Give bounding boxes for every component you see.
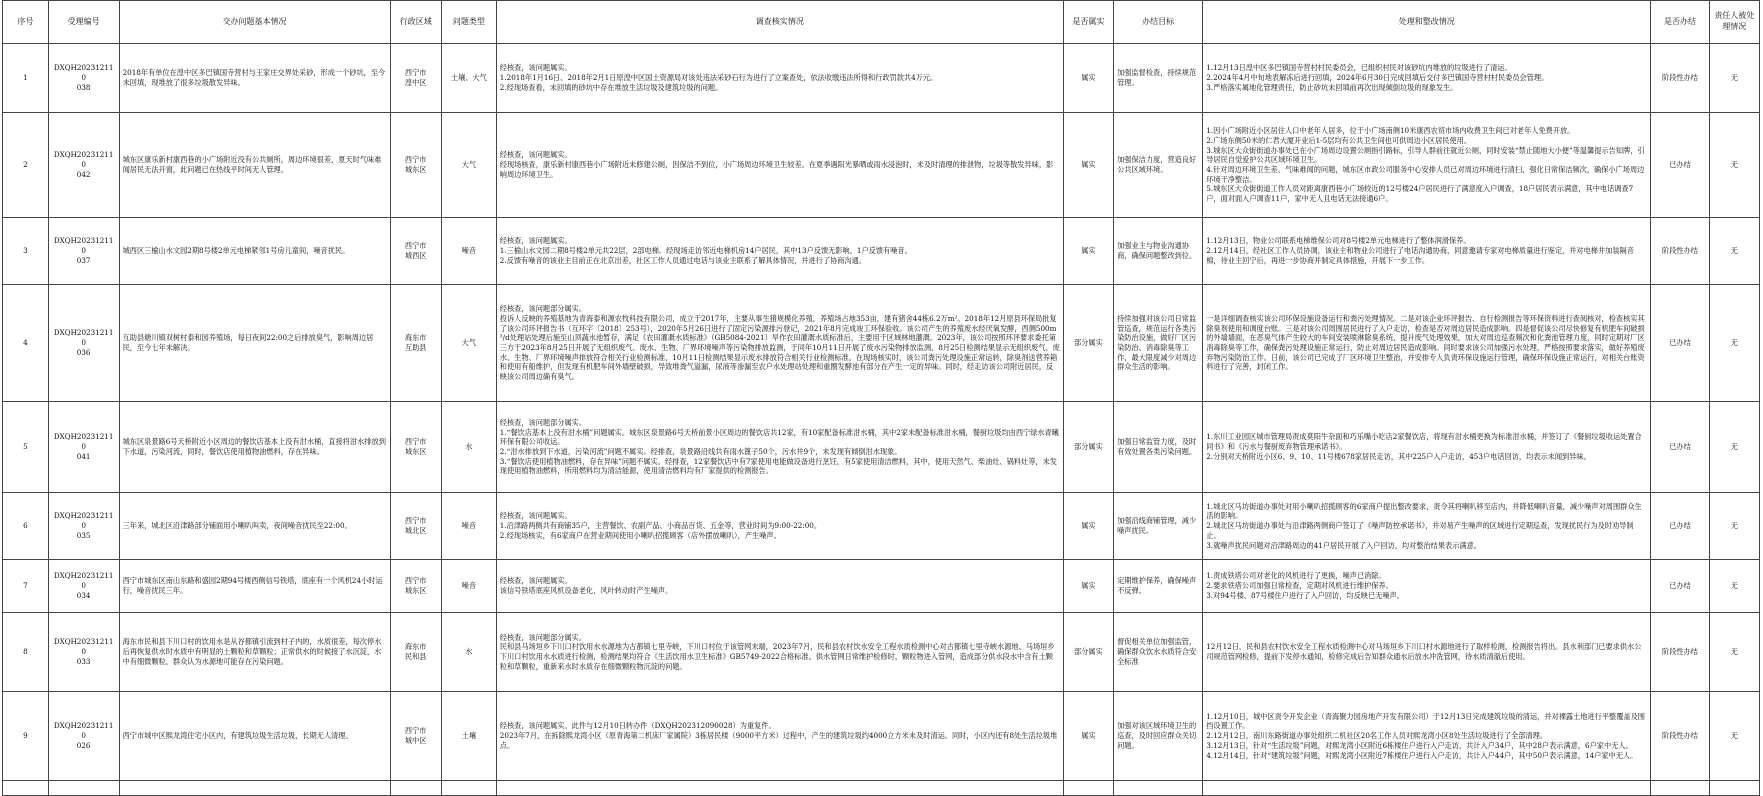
- row-no-text: 1: [23, 73, 28, 83]
- row-issue: [119, 285, 390, 402]
- row-resp: [1709, 285, 1759, 402]
- row-issue-text: 城东区康乐新村康西巷的小广场附近没有公共厕所，周边环境很差，夏天时气味难闻居民无法开窗，此问题已在热线平时间无人管理。: [122, 155, 382, 174]
- row-issue: [119, 402, 390, 493]
- row-resp-text: 无: [1730, 338, 1738, 348]
- row-no-text: 5: [23, 442, 28, 452]
- row-issue-text: 互助县塘川镇双树村泰和园养殖场，每日夜间22:00之后排放臭气，影响周边居民，至今七年未解决。: [122, 333, 374, 352]
- col-header-id: 受理编号: [48, 1, 119, 44]
- row-no-partial: [3, 781, 49, 796]
- row-id: [48, 692, 119, 781]
- row-id-partial: [48, 781, 119, 796]
- row-goal-text: 加强业主与物业沟通协商，确保问题整改到位。: [1117, 241, 1197, 260]
- row-true-text: 属实: [1081, 73, 1096, 83]
- row-true-partial: [1063, 781, 1113, 796]
- row-goal: [1114, 560, 1203, 613]
- row-resp-text: 无: [1730, 246, 1738, 256]
- row-handling-text: 1.城北区马坊街道办事处对用小喇叭招揽顾客的6家商户提出整改要求，责令其将喇叭移至店内，并降低喇叭音量，减少噪声对周围群众生活的影响。 2.城北区马坊街道办事处与沿津路两侧商户签订了《噪声防控承诺书》，并对易产生噪声的区域进行定期巡查，发现扰民行为及时劝导制止。 3.就噪声扰民问题对沿津路周边的41户居民开展了入户回访，均对整治结果表示满意。: [1206, 501, 1642, 550]
- row-region-text: 西宁市 城中区: [404, 726, 427, 745]
- row-goal-text: 督促相关单位加强监管，确保群众饮水水质符合安全标准: [1117, 637, 1197, 666]
- row-true-text: 属实: [1081, 246, 1096, 256]
- col-header-investigation: 调查核实情况: [496, 1, 1063, 44]
- row-investigation: [496, 285, 1063, 402]
- row-resp: [1709, 402, 1759, 493]
- row-issue-partial: [119, 781, 390, 796]
- row-issue: [119, 218, 390, 285]
- table-row: [3, 285, 1760, 402]
- row-no-text: 6: [23, 521, 28, 531]
- row-investigation-text: 经核查，该问题部分属实。 投诉人反映的养殖基地为青海泰和源农牧科技有限公司，成立于2017年，主要从事生猪规模化养殖，养殖场占地353亩，建有猪舍44栋6.2万m²。2018年12月原县环保局批复了该公司环评报告书（互环字〔2018〕253号），2020年5月26日进行了固定污染源排污登记，2021年8月完成竣工环保验收。该公司产生的养殖废水经厌氧发酵，西侧500m³/d处理站处理后施至山顶蔬水池暂存，满足《农田灌溉水质标准》（GB5084-2021）旱作农田灌溉水质标准后，主要用于区域林地灌溉。2023年，该公司按照环评要求委托第三方于2023年8月25日开展了无组织废气、废水、生物、厂界环境噪声等污染物排放监测，于同年10月11日开展了废水污染物排放监测，8月25日检测结果显示无组织废气、废水、生物、厂界环境噪声排放符合相关行业检测标准，10月11日检测结果显示废水排放符合相关行业检测标准。在现场核实时，该公司粪污处理设施正常运转，除臭剂送营养箱和使用有船维护，但发现有机肥车间外墙壁破损，导致堆粪气溢漏，尿液等渗漏至农户水处理站处理和重圈发酵池有部分在产生一定的异味。同时，经走访该公司附近居民，反映该公司周边确有臭气。: [499, 304, 1060, 382]
- row-no-text: 8: [23, 647, 28, 657]
- row-true: [1063, 613, 1113, 692]
- row-region: [390, 493, 441, 560]
- row-type: [441, 218, 496, 285]
- row-region-text: 西宁市 城东区: [404, 437, 427, 456]
- row-done: [1651, 218, 1709, 285]
- row-id: [48, 402, 119, 493]
- table-row: [3, 560, 1760, 613]
- row-id-text: DXQH202312110 041: [53, 432, 114, 461]
- row-goal: [1114, 613, 1203, 692]
- table-row: [3, 44, 1760, 113]
- row-true-text: 属实: [1081, 521, 1096, 531]
- table-row: [3, 402, 1760, 493]
- row-goal: [1114, 44, 1203, 113]
- row-type-partial: [441, 781, 496, 796]
- row-done: [1651, 692, 1709, 781]
- row-id: [48, 218, 119, 285]
- row-no: [3, 285, 49, 402]
- row-id: [48, 285, 119, 402]
- row-issue: [119, 113, 390, 218]
- row-handling: [1203, 493, 1651, 560]
- row-resp-text: 无: [1730, 442, 1738, 452]
- row-region-text: 西宁市 城北区: [404, 516, 427, 535]
- row-true: [1063, 560, 1113, 613]
- row-resp: [1709, 113, 1759, 218]
- row-issue-text: 城西区三榆山水文园2期8号楼2单元电梯紧邻1号房儿童间，噪音扰民。: [122, 246, 350, 256]
- row-handling-text: 1.12月13日，物业公司联系电梯维保公司对8号楼2单元电梯进行了整体润滑保养。 2.12月14日，经社区工作人员协调，该业主和物业公司进行了电话沟通协商，同意邀请专家对电梯质量进行鉴定，并对电梯井加装隔音棉，待业主回宁后，再进一步协商并制定具体措施，开展下一步工作。: [1206, 236, 1634, 265]
- row-resp: [1709, 560, 1759, 613]
- row-resp-text: 无: [1730, 731, 1738, 741]
- row-resp: [1709, 692, 1759, 781]
- row-resp: [1709, 493, 1759, 560]
- row-id-text: DXQH202312110 042: [53, 150, 114, 179]
- col-header-true: 是否属实: [1063, 1, 1113, 44]
- row-id-text: DXQH202312110 035: [53, 511, 114, 540]
- row-resp-text: 无: [1730, 647, 1738, 657]
- row-true: [1063, 218, 1113, 285]
- col-header-handling: 处理和整改情况: [1203, 1, 1651, 44]
- row-handling: [1203, 402, 1651, 493]
- col-header-goal: 办结目标: [1114, 1, 1203, 44]
- row-goal: [1114, 285, 1203, 402]
- row-true: [1063, 692, 1113, 781]
- row-region: [390, 402, 441, 493]
- row-handling: [1203, 692, 1651, 781]
- row-done: [1651, 613, 1709, 692]
- row-region-text: 西宁市 城西区: [404, 241, 427, 260]
- header-row: [3, 1, 1760, 44]
- row-true-text: 部分属实: [1074, 647, 1103, 657]
- row-resp-text: 无: [1730, 73, 1738, 83]
- row-region: [390, 692, 441, 781]
- row-no-text: 7: [23, 581, 28, 591]
- row-done: [1651, 493, 1709, 560]
- table-row: [3, 493, 1760, 560]
- row-resp-text: 无: [1730, 160, 1738, 170]
- row-goal: [1114, 493, 1203, 560]
- row-region-text: 西宁市 城东区: [404, 155, 427, 174]
- row-done-text: 已办结: [1669, 442, 1691, 452]
- row-investigation: [496, 402, 1063, 493]
- row-done-text: 阶段性办结: [1662, 731, 1698, 741]
- row-investigation-text: 经核查，该问题属实。 1.2018年1月16日、2018年2月1日原湟中区国土资源局对该处违法采砂石行为进行了立案查处，依法收缴违法所得和行政罚款共4万元。 2.经现场查看，未回填的砂坑中存在堆放生活垃圾及建筑垃圾的问题。: [499, 63, 938, 92]
- row-region: [390, 285, 441, 402]
- row-issue-text: 海东市民和县下川口村的饮用水是从谷都镇引流到村子内的，水质很差，每次停水后再恢复供水时水质中有明显的土颗粒和草颗粒；正常供水的时候接了水沉淀，水中有细微颗粒，群众认为水源地可能存在污染问题。: [122, 637, 382, 666]
- row-type: [441, 44, 496, 113]
- row-id-text: DXQH202312110 026: [53, 721, 114, 750]
- row-investigation: [496, 692, 1063, 781]
- row-done: [1651, 402, 1709, 493]
- row-done: [1651, 113, 1709, 218]
- row-id-text: DXQH202312110 037: [53, 236, 114, 265]
- row-investigation-text: 经核查，该问题属实。 1.三榆山水文园二期8号楼2单元共22层，2部电梯。经现场走访邻近电梯机房14户居民，其中13户反馈无影响，1户反馈有噪音。 2.反馈有噪音的该业主目前正在北京出差，社区工作人员通过电话与该业主联系了解具体情况，并进行了协商沟通。: [499, 236, 912, 265]
- row-handling: [1203, 113, 1651, 218]
- row-resp: [1709, 44, 1759, 113]
- row-issue: [119, 493, 390, 560]
- row-investigation-text: 经核查，该问题属实。 1.沿津路两侧共有商铺35户，主营餐饮、农副产品、小商品百货、五金等，营业时间为9:00-22:00。 2.经现场核实，有6家商户在营业期间使用小喇叭招揽顾客（店外摆放喇叭），产生噪声。: [499, 511, 822, 540]
- col-header-region: 行政区域: [390, 1, 441, 44]
- row-no: [3, 493, 49, 560]
- row-region: [390, 113, 441, 218]
- table-row: [3, 218, 1760, 285]
- row-handling-partial: [1203, 781, 1651, 796]
- row-issue-text: 西宁市城东区南山东路和盛园2期94号楼西侧信号铁塔，底座有一个风机24小时运行，噪音扰民三年。: [122, 576, 383, 595]
- row-goal: [1114, 218, 1203, 285]
- row-investigation-text: 经核查，该问题属实。 该信号铁塔底座风机设备老化，风叶转动时产生噪声。: [499, 576, 673, 595]
- row-done-text: 已办结: [1669, 521, 1691, 531]
- row-issue: [119, 560, 390, 613]
- row-type-text: 大气: [461, 338, 477, 348]
- row-true: [1063, 493, 1113, 560]
- row-no: [3, 218, 49, 285]
- row-goal-text: 加强沿线商铺管理，减少噪声扰民。: [1117, 516, 1197, 535]
- row-type: [441, 560, 496, 613]
- row-goal-text: 加强日常监管力度，及时有效处置各类污染问题。: [1117, 437, 1197, 456]
- row-done: [1651, 285, 1709, 402]
- row-done-text: 已办结: [1669, 160, 1691, 170]
- row-no-text: 4: [23, 338, 28, 348]
- row-handling-text: 一是详细调查核实该公司环保设施设备运行和粪污处理情况。二是对该企业环评报告、自行检测报告等环保资料进行查阅核对，检查核实其除臭剂使用和调度台账。三是对该公司周围居民进行了入户走访，检查是否对周边居民造成影响。四是督促该公司尽快修复有机肥车间破损的外墙墙面，在恶臭气体产生较大的车间安装喷淋除臭系统，提升废气处理效果，加大对周边巡查频次和化粪池管理力度，同时定期对厂区消毒除臭等工作，确保粪污处理设施正常运行，防止对周边居民造成影响。同时要求该公司加强污水处理，严格按照要求落实，做好养殖废弃物污染防治工作。日前，该公司已完成了厂区环境卫生整治，并安排专人负责环保设施运行管理，确保环保设施正常运行，对相关台账资料进行了完善，封闭工作。: [1206, 313, 1645, 372]
- row-goal-text: 加强监督检查，持续规范管理。: [1117, 68, 1197, 87]
- row-true-text: 部分属实: [1074, 338, 1103, 348]
- row-no: [3, 613, 49, 692]
- row-id: [48, 113, 119, 218]
- row-goal-text: 定期维护保养，确保噪声不反弹。: [1117, 576, 1197, 595]
- row-done-text: 阶段性办结: [1662, 73, 1698, 83]
- row-issue-text: 城东区泉景路6号天桥附近小区周边的餐饮店基本上没有泔水桶，直接将泔水排放到下水道，污染河流，同时，餐饮店使用植物油燃料，存在异味。: [122, 437, 386, 456]
- row-investigation-text: 经核查，该问题属实。此件与12月10日转办件（DXQH202312090028）为重复件。 2023年7月，在拆除熙龙湾小区（原青海第二机床厂家属院）3栋居民楼（9000平方米）过程中，产生的建筑垃圾约4000立方米未及时清运。同时，小区内还有8处生活垃圾堆点。: [499, 721, 1058, 750]
- row-resp-partial: [1709, 781, 1759, 796]
- row-region: [390, 218, 441, 285]
- row-goal-text: 加强对该区域环境卫生的巡查，及时回应群众关切问题。: [1117, 721, 1197, 750]
- row-goal: [1114, 113, 1203, 218]
- row-resp-text: 无: [1730, 581, 1738, 591]
- row-goal-text: 加强保洁力度，营造良好公共区域环境。: [1117, 155, 1197, 174]
- row-no: [3, 560, 49, 613]
- row-region-text: 海东市 互助县: [404, 333, 427, 352]
- row-issue: [119, 44, 390, 113]
- row-type-text: 噪音: [461, 246, 477, 256]
- row-type: [441, 285, 496, 402]
- row-id: [48, 493, 119, 560]
- col-header-issue: 交办问题基本情况: [119, 1, 390, 44]
- row-investigation: [496, 218, 1063, 285]
- row-type-text: 大气: [461, 160, 477, 170]
- row-done: [1651, 560, 1709, 613]
- row-type: [441, 402, 496, 493]
- row-handling: [1203, 613, 1651, 692]
- row-true-text: 部分属实: [1074, 442, 1103, 452]
- row-true: [1063, 44, 1113, 113]
- table-row: [3, 692, 1760, 781]
- row-id-text: DXQH202312110 034: [53, 571, 114, 600]
- row-true: [1063, 402, 1113, 493]
- col-header-type: 问题类型: [441, 1, 496, 44]
- row-handling-text: 1.因小广场附近小区居住人口中老年人居多，位于小广场南侧10米康西农贸市场内收费卫生间已对老年人免费开放。 2.广场东侧50米的仁君大厦开业后1-5层均有公共卫生间也可供周边小区居民使用。 3.城东区大众街街道办事处已在小广场周边设置公厕指引路标，引导人群前往就近公厕，同时安装“禁止随地大小便”等温馨提示告知牌，引导居民自觉爱护公共区域环境卫生。 4.针对周边环境卫生差、气味难闻的问题，城东区市政公司服务中心安排人员已对周边环境进行清扫，强化日常保洁频次，确保小广场周边环境干净整洁。 5.城东区大众街街道工作人员对距离康西巷小广场较近的12号楼24户居民进行了满意度入户调查，18户居民表示满意，其中电话调查7户，面对面入户调查11户，家中无人且电话无法接通6户。: [1206, 126, 1645, 204]
- row-investigation-partial: [496, 781, 1063, 796]
- row-id-text: DXQH202312110 038: [53, 63, 114, 92]
- row-investigation: [496, 560, 1063, 613]
- row-done-text: 已办结: [1669, 581, 1691, 591]
- row-issue: [119, 692, 390, 781]
- row-type: [441, 613, 496, 692]
- row-handling: [1203, 218, 1651, 285]
- row-done-text: 已办结: [1669, 338, 1691, 348]
- row-goal: [1114, 692, 1203, 781]
- row-handling: [1203, 44, 1651, 113]
- col-header-done: 是否办结: [1651, 1, 1709, 44]
- row-id-text: DXQH202312110 036: [53, 328, 114, 357]
- row-no-text: 2: [23, 160, 28, 170]
- row-investigation: [496, 493, 1063, 560]
- row-no: [3, 402, 49, 493]
- row-issue-text: 西宁市城中区熙龙湾住宅小区内，有建筑垃圾生活垃圾，长期无人清理。: [122, 731, 353, 741]
- row-handling-text: 1.12月13日湟中区多巴镇国寺营村村民委员会，已组织村民对该砂坑内堆放的垃圾进行了清运。 2.2024年4月中旬地表解冻后进行回填，2024年6月30日完成回填后交付多巴镇国寺营村村民委员会管理。 3.严格落实属地化管理责任，防止砂坑未回填前再次出现倾倒垃圾的现象发生。: [1206, 63, 1549, 92]
- row-handling: [1203, 560, 1651, 613]
- row-type: [441, 493, 496, 560]
- row-type-text: 土壤、大气: [450, 73, 487, 83]
- row-id: [48, 613, 119, 692]
- row-goal: [1114, 402, 1203, 493]
- table-row-partial: [3, 781, 1760, 796]
- row-true: [1063, 113, 1113, 218]
- table-row: [3, 613, 1760, 692]
- row-no-text: 3: [23, 246, 28, 256]
- row-region: [390, 44, 441, 113]
- row-issue: [119, 613, 390, 692]
- row-region-partial: [390, 781, 441, 796]
- row-true-text: 属实: [1081, 160, 1096, 170]
- row-true: [1063, 285, 1113, 402]
- row-no: [3, 692, 49, 781]
- table-row: [3, 113, 1760, 218]
- row-type-text: 噪音: [461, 581, 477, 591]
- row-id: [48, 560, 119, 613]
- row-true-text: 属实: [1081, 731, 1096, 741]
- row-investigation: [496, 113, 1063, 218]
- row-done-text: 阶段性办结: [1662, 647, 1698, 657]
- row-type-text: 土壤: [461, 731, 477, 741]
- row-handling-text: 12月12日，民和县农村饮水安全工程水质检测中心对马场垣乡下川口村水源地进行了取样检测，检测报告将出。县水利部门已要求供水公司规范管网检修，提前下发停水通知，检修完成后告知群众通水后放水冲洗管网，待水质清澈后使用。: [1206, 642, 1642, 661]
- row-id: [48, 44, 119, 113]
- row-region: [390, 560, 441, 613]
- row-issue-text: 三年来，城北区沿津路部分铺面用小喇叭叫卖，夜间噪音扰民至22:00。: [122, 521, 352, 531]
- row-investigation-text: 经核查，该问题部分属实。 民和县马场垣乡下川口村饮用水水源地为古都镇七里寺峡，下川口村位于该管网末端，2023年7月，民和县农村饮水安全工程水质检测中心对古都镇七里寺峡水源地、马场垣乡下川口村饮用水水质进行检测，检测结果均符合《生活饮用水卫生标准》GB5749-2022合格标准。供水管网日常维护检修时，颗粒物进入管网，造成部分供水段水中含有土颗粒和草颗粒，重新来水时水质存在细微颗粒物沉淀的问题。: [499, 632, 1055, 671]
- row-issue-text: 2018年有单位在湟中区多巴镇国寺营村与王家庄交界处采砂，形成一个砂坑，至今未回填，现堆放了很多垃圾散发异味。: [122, 68, 386, 87]
- row-no-text: 9: [23, 731, 28, 741]
- supervision-table: [2, 0, 1760, 796]
- row-id-text: DXQH202312110 033: [53, 637, 114, 666]
- row-type: [441, 692, 496, 781]
- col-header-resp: 责任人被处理情况: [1709, 1, 1759, 44]
- col-header-no: 序号: [3, 1, 49, 44]
- row-resp: [1709, 218, 1759, 285]
- row-type-text: 水: [465, 647, 473, 657]
- row-handling: [1203, 285, 1651, 402]
- row-no: [3, 113, 49, 218]
- row-region: [390, 613, 441, 692]
- row-done: [1651, 44, 1709, 113]
- row-resp-text: 无: [1730, 521, 1738, 531]
- row-handling-text: 1.12月10日，城中区责令开发企业（青海聚力园房地产开发有限公司）于12月13日完成建筑垃圾的清运，并对裸露土地进行平整覆盖及围挡设置工作。 2.12月12日，南川东路街道办事处组织二机社区20名工作人员对熙龙湾小区8处生活垃圾进行了全部清理。 3.12月13日，针对“生活垃圾”问题，对熙龙湾小区附近6栋楼住户进行入户走访，共计入户34户，其中28户表示满意，6户家中无人。 4.12月14日，针对“建筑垃圾”问题，对熙龙湾小区附近7栋楼住户进行入户走访，共计入户44户，其中50户表示满意，14户家中无人。: [1206, 711, 1645, 760]
- row-type: [441, 113, 496, 218]
- row-investigation: [496, 613, 1063, 692]
- row-investigation-text: 经核查，该问题属实。 经现场核查，康乐新村康西巷小广场附近未修建公厕，因保洁不到位，小广场周边环境卫生较差。在夏季遇阳光暴晒或雨水浸泡时，未及时清理的排泄物，垃圾等散发异味，影响周边环境卫生。: [499, 150, 1054, 179]
- row-type-text: 噪音: [461, 521, 477, 531]
- row-investigation: [496, 44, 1063, 113]
- row-resp: [1709, 613, 1759, 692]
- row-no: [3, 44, 49, 113]
- row-goal-text: 持续加强对该公司日常监管巡查，规范运行各类污染防治设施，做好厂区污染防治、消毒除臭等工作，最大限度减少对周边群众生活的影响。: [1117, 313, 1197, 372]
- row-done-text: 阶段性办结: [1662, 246, 1698, 256]
- row-true-text: 属实: [1081, 581, 1096, 591]
- row-type-text: 水: [465, 442, 473, 452]
- row-done-partial: [1651, 781, 1709, 796]
- row-investigation-text: 经核查，该问题部分属实。 1.“餐饮店基本上没有泔水桶”问题属实。城东区泉景路6号天桥前景小区周边的餐饮店共12家，有10家配备标准泔水桶，其中2家未配备标准泔水桶，餐厨垃圾均由西宁绿水青曦环保有限公司收运。 2.“泔水排放到下水道，污染河流”问题不属实。经排查，泉景路沿线共有雨水篦子50个，污水井9个，未发现有倾倒泔水现象。 3.“餐饮店使用植物油燃料，存在异味”问题不属实。经排查，12家餐饮店中有7家使用电能做设备进行烹饪，有5家使用清洁燃料，其中，使用天然气、柴油灶、锅料灶等，未发现使用植物油燃料，所用燃料均为清洁能源，使用清洁燃料均有厂家提供的检测报告。: [499, 417, 1059, 476]
- row-handling-text: 1.责成铁塔公司对老化的风机进行了更换，噪声已消除。 2.要求铁塔公司加强日常检查，定期对风机进行维护保养。 3.对94号楼、87号楼住户进行了入户回访，均反映已无噪声。: [1206, 571, 1404, 600]
- row-handling-text: 1.东川工业园区城市管理局责成莫阳牛杂面和巧乐嘴小吃店2家餐饮店，将现有泔水桶更换为标准泔水桶，并签订了《餐厨垃圾收运处置合同书》和《污水与餐厨废弃物管理承诺书》。 2.分别对天桥附近小区6、9、10、11号楼678家居民走访，其中225户入户走访，453户电话回访，均表示未闻到异味。: [1206, 432, 1642, 461]
- row-goal-partial: [1114, 781, 1203, 796]
- row-region-text: 海东市 民和县: [404, 642, 427, 661]
- row-region-text: 西宁市 城东区: [404, 576, 427, 595]
- row-region-text: 西宁市 湟中区: [404, 68, 427, 87]
